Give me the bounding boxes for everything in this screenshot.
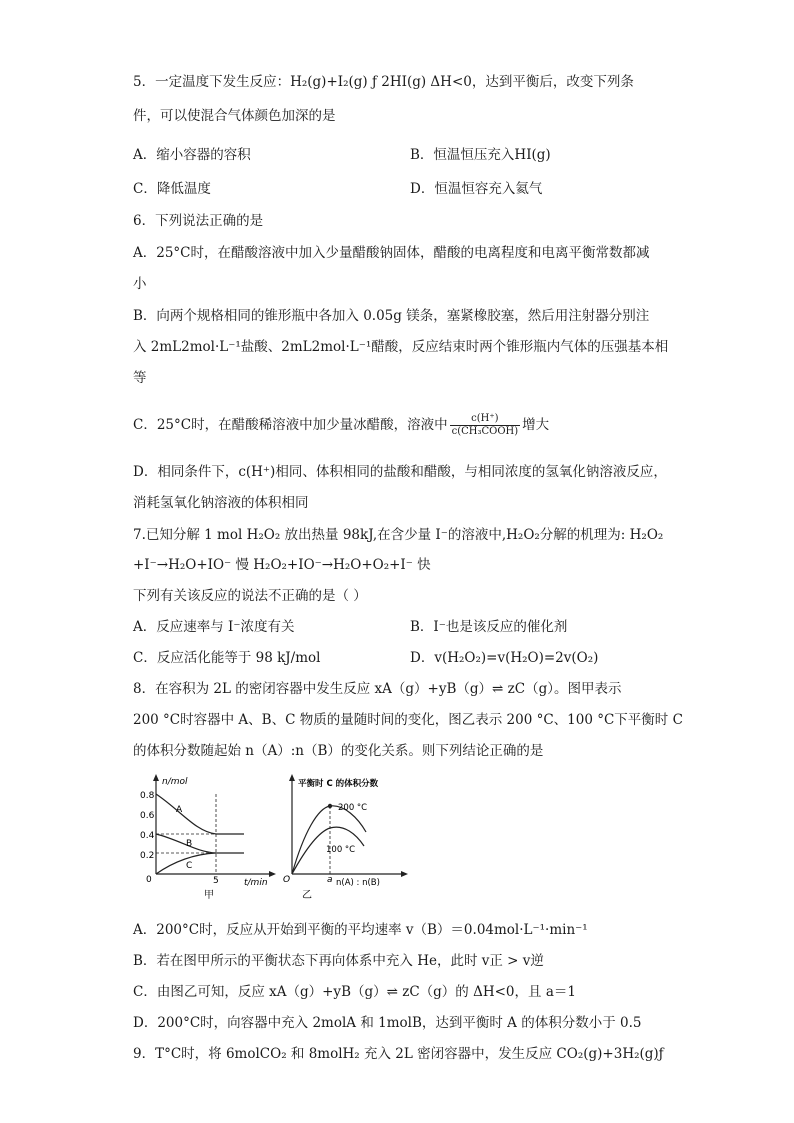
- q6-option-a-line2: 小: [133, 276, 147, 292]
- jia-caption: 甲: [204, 890, 214, 900]
- jia-label-b: B: [186, 839, 193, 849]
- yi-caption: 乙: [302, 890, 312, 900]
- fraction-numerator: c(H⁺): [450, 413, 521, 426]
- figure-yi: [282, 772, 412, 900]
- q9-stem-line1: 9．T°C时，将 6molCO₂ 和 8molH₂ 充入 2L 密闭容器中，发生反应 CO₂(g)+3H₂(g)ƒ: [133, 1046, 664, 1062]
- q5-stem-line1: 5．一定温度下发生反应：H₂(g)+I₂(g) ƒ 2HI(g) ΔH<0，达到平衡后，改变下列条: [133, 74, 634, 90]
- q8-stem-line2: 200 °C时容器中 A、B、C 物质的量随时间的变化，图乙表示 200 °C、100 °C下平衡时 C: [133, 712, 683, 728]
- yi-label-100: 100 °C: [326, 845, 356, 855]
- fraction-denominator: c(CH₃COOH): [451, 426, 519, 437]
- q5-option-d: D．恒温恒容充入氦气: [410, 181, 543, 197]
- jia-xlabel: t/min: [244, 878, 268, 888]
- jia-ytick-0.4: 0.4: [140, 831, 155, 841]
- yi-xlabel: n(A) : n(B): [336, 878, 380, 888]
- q8-option-a: A．200°C时，反应从开始到平衡的平均速率 v（B）＝0.04mol·L⁻¹·min⁻¹: [133, 922, 588, 938]
- jia-curve-a: [156, 794, 244, 834]
- q6-option-c-post: 增大: [522, 417, 550, 433]
- q6-option-c: [133, 408, 549, 442]
- q8-option-d: D．200°C时，向容器中充入 2molA 和 1molB，达到平衡时 A 的体积分数小于 0.5: [133, 1015, 642, 1031]
- q6-option-d-line2: 消耗氢氧化钠溶液的体积相同: [133, 495, 309, 511]
- q8-stem-line1: 8．在容积为 2L 的密闭容器中发生反应 xA（g）+yB（g）⇌ zC（g）。图甲表示: [133, 681, 622, 697]
- q8-option-c: C．由图乙可知，反应 xA（g）+yB（g）⇌ zC（g）的 ΔH<0，且 a＝1: [133, 984, 576, 1000]
- q7-stem-line3: 下列有关该反应的说法不正确的是（ ）: [133, 588, 367, 604]
- q5-option-c: C．降低温度: [133, 181, 211, 197]
- q7-option-d: D．v(H₂O₂)=v(H₂O)=2v(O₂): [410, 650, 599, 666]
- q5-option-a: A．缩小容器的容积: [133, 147, 251, 163]
- q6-stem: 6．下列说法正确的是: [133, 213, 264, 229]
- q7-stem-line2: +I⁻→H₂O+IO⁻ 慢 H₂O₂+IO⁻→H₂O+O₂+I⁻ 快: [133, 557, 431, 573]
- figure-jia: [140, 772, 280, 900]
- q6-option-b-line1: B．向两个规格相同的锥形瓶中各加入 0.05g 镁条，塞紧橡胶塞，然后用注射器分别注: [133, 308, 650, 324]
- yi-xtick-a: a: [327, 875, 333, 885]
- q7-option-a: A．反应速率与 I⁻浓度有关: [133, 619, 295, 635]
- q6-option-b-line2: 入 2mL2mol·L⁻¹盐酸、2mL2mol·L⁻¹醋酸，反应结束时两个锥形瓶内气体的压强基本相: [133, 339, 669, 355]
- yi-origin: O: [283, 875, 291, 885]
- q6-option-a-line1: A．25°C时，在醋酸溶液中加入少量醋酸钠固体，醋酸的电离程度和电离平衡常数都减: [133, 245, 650, 261]
- jia-ytick-0.6: 0.6: [140, 811, 155, 821]
- jia-ylabel: n/mol: [162, 777, 188, 787]
- jia-curve-b: [156, 834, 244, 853]
- jia-xtick-5: 5: [213, 876, 219, 886]
- q5-option-b: B．恒温恒压充入HI(g): [410, 147, 551, 163]
- yi-max-point: [328, 804, 332, 808]
- yi-label-200: 200 °C: [338, 803, 368, 813]
- q8-stem-line3: 的体积分数随起始 n（A）:n（B）的变化关系。则下列结论正确的是: [133, 743, 544, 759]
- jia-origin: 0: [146, 875, 152, 885]
- concentration-fraction: [450, 413, 521, 438]
- jia-ytick-0.2: 0.2: [140, 851, 155, 861]
- q5-stem-line2: 件，可以使混合气体颜色加深的是: [133, 108, 336, 124]
- jia-label-a: A: [176, 805, 183, 815]
- q6-option-d-line1: D．相同条件下，c(H⁺)相同、体积相同的盐酸和醋酸，与相同浓度的氢氧化钠溶液反应，: [133, 464, 667, 480]
- q7-option-c: C．反应活化能等于 98 kJ/mol: [133, 650, 321, 666]
- yi-curve-200: [292, 806, 366, 874]
- yi-ylabel: 平衡时 C 的体积分数: [298, 779, 379, 789]
- jia-ytick-0.8: 0.8: [140, 791, 155, 801]
- q7-option-b: B．I⁻也是该反应的催化剂: [410, 619, 568, 635]
- q6-option-c-pre: C．25°C时，在醋酸稀溶液中加少量冰醋酸，溶液中: [133, 417, 448, 433]
- q6-option-b-line3: 等: [133, 370, 147, 386]
- jia-label-c: C: [186, 861, 193, 871]
- q7-stem-line1: 7.已知分解 1 mol H₂O₂ 放出热量 98kJ,在含少量 I⁻的溶液中,H₂O₂分解的机理为: H₂O₂: [133, 527, 664, 543]
- q8-option-b: B．若在图甲所示的平衡状态下再向体系中充入 He，此时 v正 > v逆: [133, 953, 544, 969]
